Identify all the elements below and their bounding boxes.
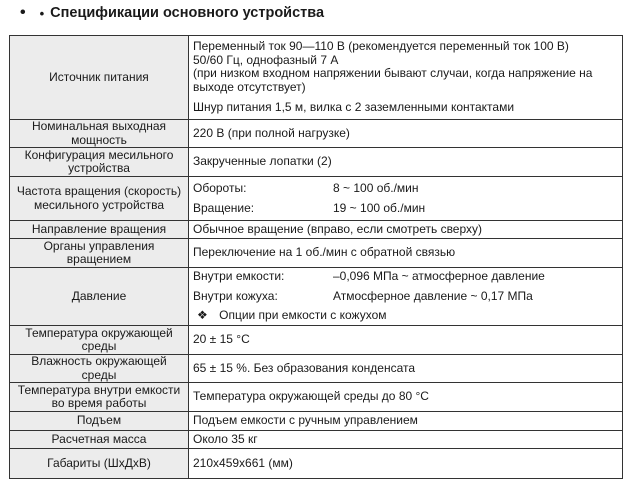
pair-value: Атмосферное давление ~ 0,17 МПа — [333, 288, 533, 303]
section-heading — [20, 4, 324, 22]
pair-value: 8 ~ 100 об./мин — [333, 181, 419, 195]
value-pair — [193, 270, 618, 284]
row-value: Обычное вращение (вправо, если смотреть сверху) — [189, 221, 623, 239]
row-label: Габариты (ШхДхВ) — [10, 449, 189, 479]
value-pair — [193, 290, 618, 304]
table-row — [10, 449, 623, 479]
row-value: 220 В (при полной нагрузке) — [189, 120, 623, 148]
table-row — [10, 326, 623, 355]
value-line: Переменный ток 90—110 В (рекомендуется переменный ток 100 В) — [193, 39, 569, 54]
pair-value: –0,096 МПа ~ атмосферное давление — [333, 269, 545, 284]
value-line: 50/60 Гц, однофазный 7 А — [193, 52, 339, 67]
row-value — [189, 177, 623, 221]
row-label: Влажность окружающей среды — [10, 355, 189, 383]
table-row — [10, 148, 623, 177]
table-row — [10, 412, 623, 431]
row-label: Номинальная выходная мощность — [10, 120, 189, 148]
row-value — [189, 36, 623, 120]
value-pair — [193, 202, 618, 216]
row-label: Температура окружающей среды — [10, 326, 189, 355]
table-row — [10, 431, 623, 449]
row-label: Температура внутри емкости во время работы — [10, 383, 189, 412]
row-value: 65 ± 15 %. Без образования конденсата — [189, 355, 623, 383]
row-value: Около 35 кг — [189, 431, 623, 449]
row-label: Частота вращения (скорость) месильного устройства — [10, 177, 189, 221]
option-marker-icon: ❖ — [197, 308, 208, 323]
row-value: Подъем емкости с ручным управлением — [189, 412, 623, 431]
pair-value: 19 ~ 100 об./мин — [333, 200, 426, 215]
table-row — [10, 383, 623, 412]
heading-bullet: • — [20, 4, 26, 21]
value-pair — [193, 182, 618, 196]
row-label: Источник питания — [10, 36, 189, 120]
option-text: Опции при емкости с кожухом — [219, 308, 387, 323]
heading-dot: • — [39, 5, 45, 21]
pair-key: Обороты: — [193, 181, 247, 195]
row-label: Расчетная масса — [10, 431, 189, 449]
row-label: Подъем — [10, 412, 189, 431]
table-row — [10, 177, 623, 221]
row-value: 210x459x661 (мм) — [189, 449, 623, 479]
table-row — [10, 355, 623, 383]
table-row — [10, 36, 623, 120]
row-value: Закрученные лопатки (2) — [189, 148, 623, 177]
row-value: 20 ± 15 °C — [189, 326, 623, 355]
row-value: Температура окружающей среды до 80 °C — [189, 383, 623, 412]
row-label: Направление вращения — [10, 221, 189, 239]
table-row — [10, 120, 623, 148]
spec-table — [9, 35, 623, 479]
table-row — [10, 239, 623, 268]
value-line: (при низком входном напряжении бывают случаи, когда напряжение на — [193, 66, 593, 81]
table-row — [10, 221, 623, 239]
row-label: Давление — [10, 268, 189, 326]
pair-key: Внутри емкости: — [193, 269, 285, 284]
row-label: Конфигурация месильного устройства — [10, 148, 189, 177]
value-line: выходе отсутствует) — [193, 79, 306, 94]
row-label: Органы управления вращением — [10, 239, 189, 268]
row-value — [189, 268, 623, 326]
pair-key: Вращение: — [193, 200, 255, 215]
row-value: Переключение на 1 об./мин с обратной связью — [189, 239, 623, 268]
heading-title: Спецификации основного устройства — [50, 5, 325, 21]
option-note — [193, 309, 618, 323]
table-row — [10, 268, 623, 326]
pair-key: Внутри кожуха: — [193, 288, 278, 303]
value-line: Шнур питания 1,5 м, вилка с 2 заземленными контактами — [193, 100, 515, 115]
